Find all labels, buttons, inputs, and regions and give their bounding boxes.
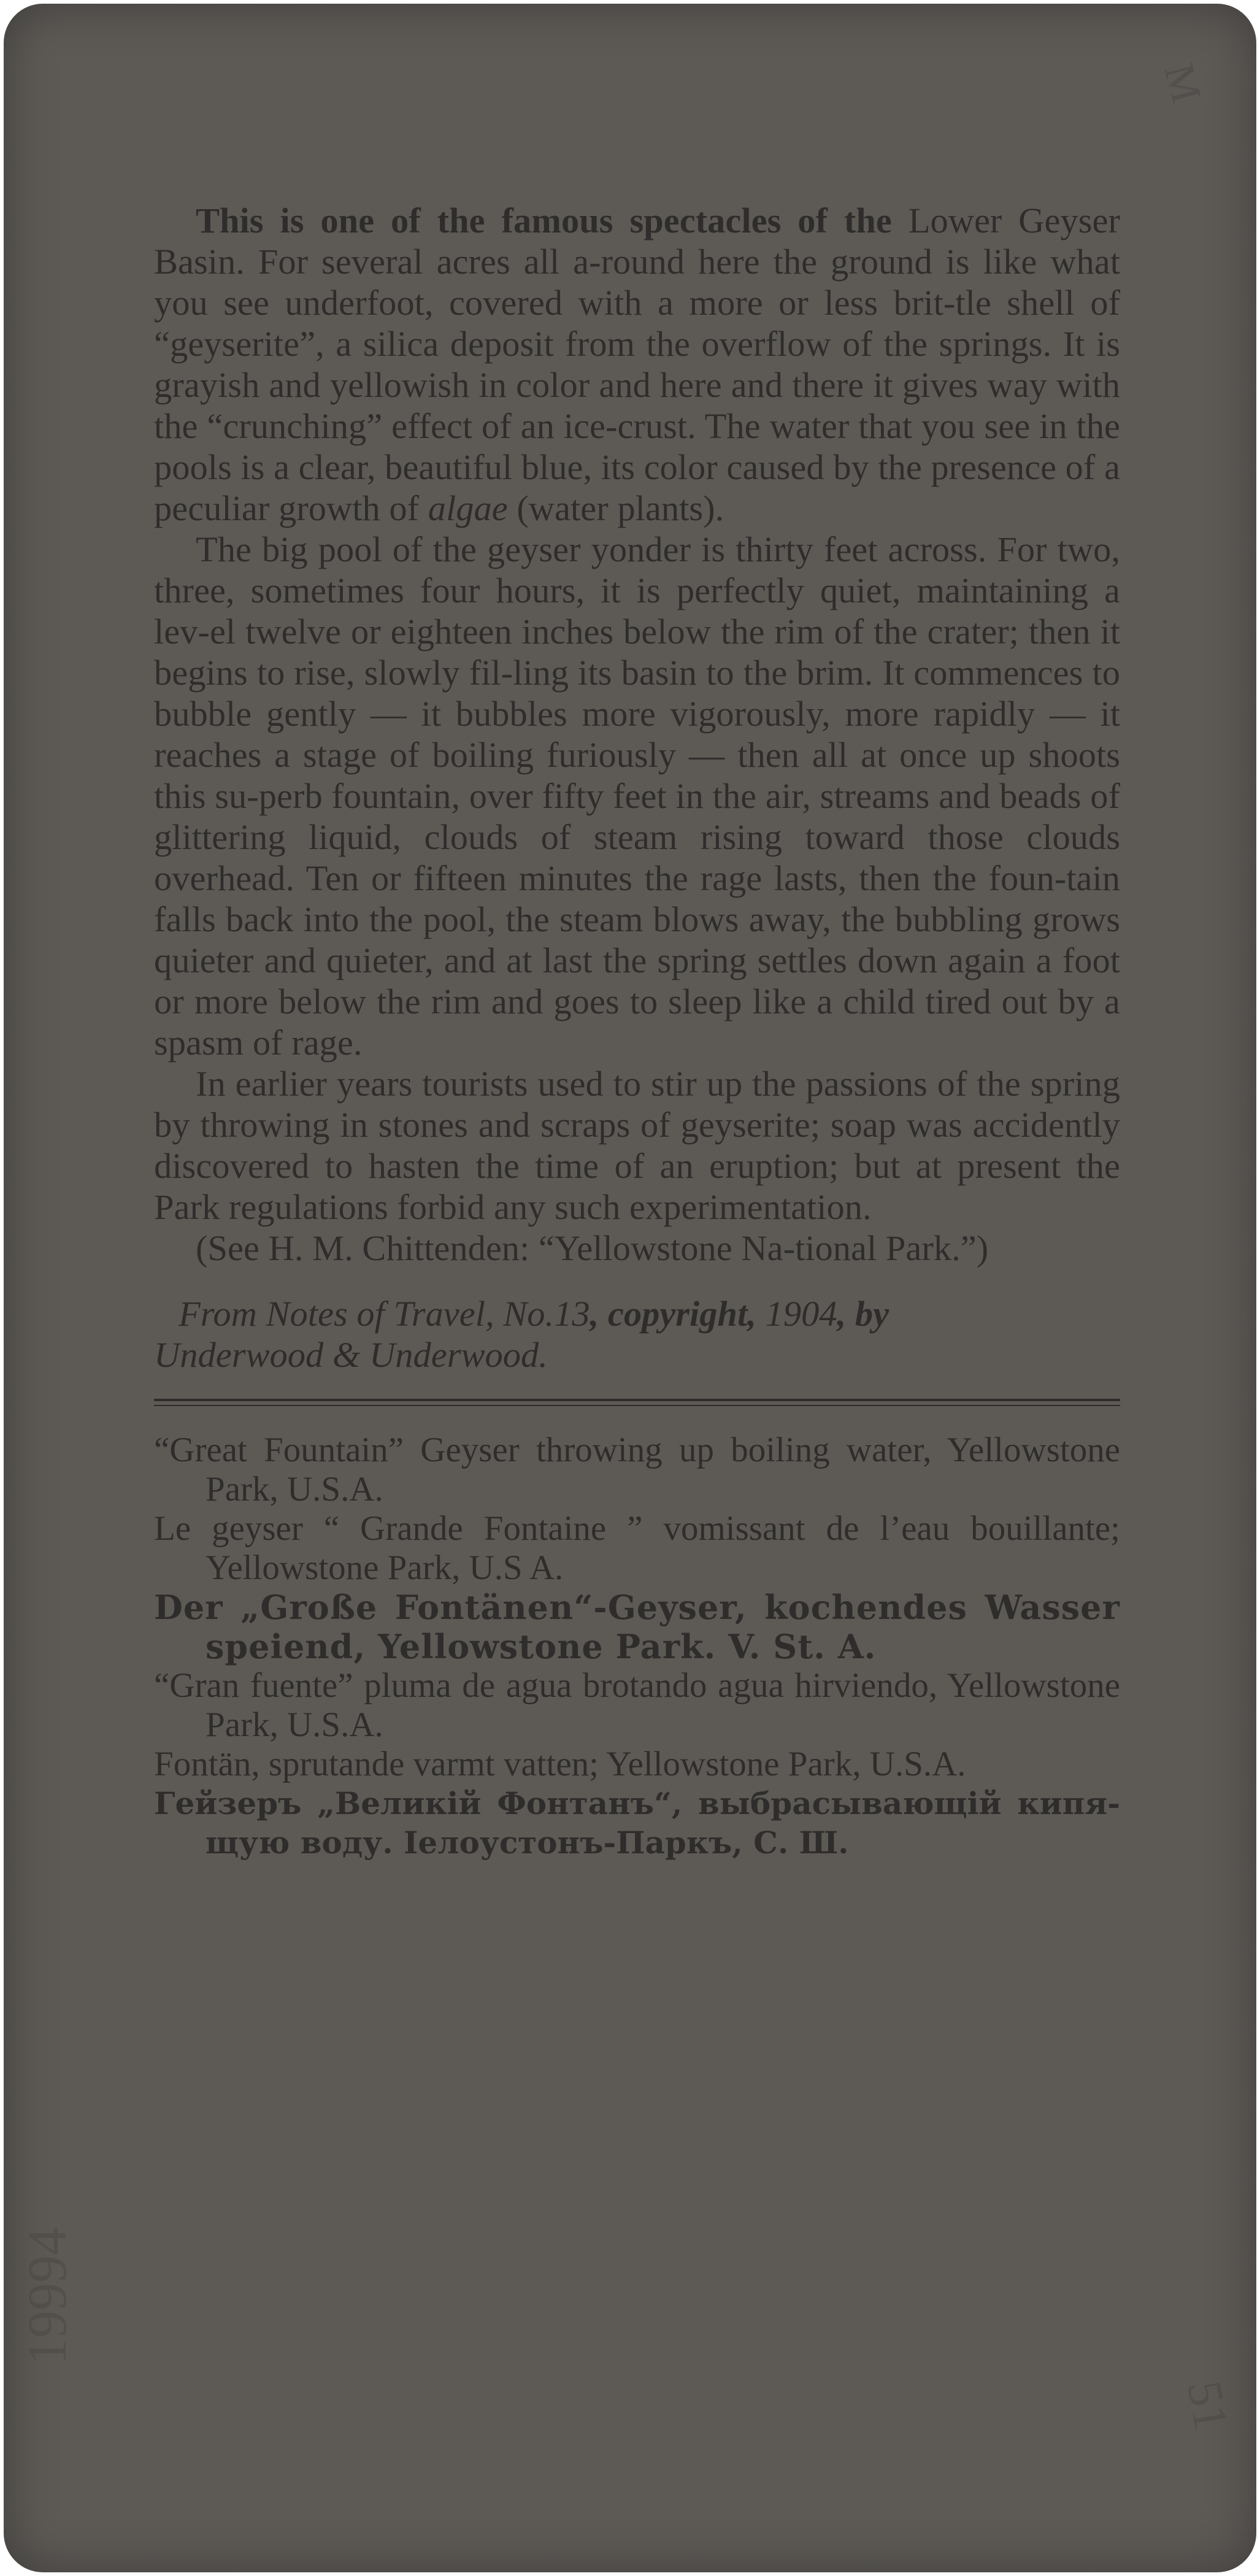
paragraph-intro-tail: (water plants). [507,488,724,528]
description-text [154,200,1120,1863]
copyright-credit [154,1293,1120,1375]
caption-russian: Гейзеръ „Великій Фонтанъ“, выбрасывающій кипя-щую воду. Іелоустонъ-Паркъ, С. Ш. [154,1785,1120,1861]
paragraph-eruption: The big pool of the geyser yonder is thirty feet across. For two, three, sometimes four hours, it is perfectly quiet, maintaining a lev-el twelve or eighteen inches below the rim of the crater; then it begins to rise, slowly fil-ling its basin to the brim. It commences to bubble gently — it bubbles more vigorously, more rapidly — it reaches a stage of boiling furiously — then all at once up shoots this su-perb fountain, over fifty feet in the air, streams and beads of glittering liquid, clouds of steam rising toward those clouds overhead. Ten or fifteen minutes the rage lasts, then the foun-tain falls back into the pool, the steam blows away, the bubbling grows quieter and quieter, and at last the spring settles down again a foot or more below the rim and goes to sleep like a child tired out by a spasm of rage. [154,529,1120,1063]
paragraph-intro-body: Lower Geyser Basin. For several acres all a-round here the ground is like what you see underfoot, covered with a more or less brit-tle shell of “geyserite”, a silica deposit from the overflow of the springs. It is grayish and yellowish in color and here and there it gives way with the “crunching” effect of an ice-crust. The water that you see in the pools is a clear, beautiful blue, its color caused by the presence of a peculiar growth of [154,201,1120,528]
stereoview-card-back [4,4,1256,2572]
pencil-mark-bottom-right: 51 [1177,2377,1239,2435]
credit-prefix: From Notes of Travel, No. [179,1294,555,1334]
pencil-catalog-number: 19994 [17,2228,78,2366]
credit-copyright: , copyright, [590,1294,766,1334]
paragraph-reference: (See H. M. Chittenden: “Yellowstone Na-tional Park.”) [196,1228,989,1268]
pencil-mark-top-right: M [1154,58,1210,108]
credit-publisher: Underwood & Underwood. [154,1335,548,1375]
credit-year: 1904 [765,1294,837,1334]
paragraph-lead: This is one of the famous spectacles of the [196,201,892,240]
multilingual-captions [154,1431,1120,1863]
caption-swedish: Fontän, sprutande varmt vatten; Yellowstone Park, U.S.A. [154,1745,966,1783]
paragraph-tourists: In earlier years tourists used to stir up the passions of the spring by throwing in stones and scraps of geyserite; soap was accidently discovered to hasten the time of an eruption; but at present the Park regulations forbid any such experimentation. [154,1064,1120,1227]
credit-by: , by [837,1294,889,1334]
credit-number: 13 [554,1294,590,1334]
caption-french: Le geyser “ Grande Fontaine ” vomissant de l’eau bouillante; Yellowstone Park, U.S A. [154,1509,1120,1587]
emphasis-algae: algae [428,488,508,528]
caption-english: “Great Fountain” Geyser throwing up boiling water, Yellowstone Park, U.S.A. [154,1431,1120,1509]
paragraph-intro [154,200,1120,529]
double-rule-divider [154,1399,1120,1406]
caption-german: Der „Große Fontänen“-Geyser, kochendes Wasser speiend, Yellowstone Park. V. St. A. [154,1588,1120,1666]
caption-spanish: “Gran fuente” pluma de agua brotando agua hirviendo, Yellowstone Park, U.S.A. [154,1666,1120,1744]
